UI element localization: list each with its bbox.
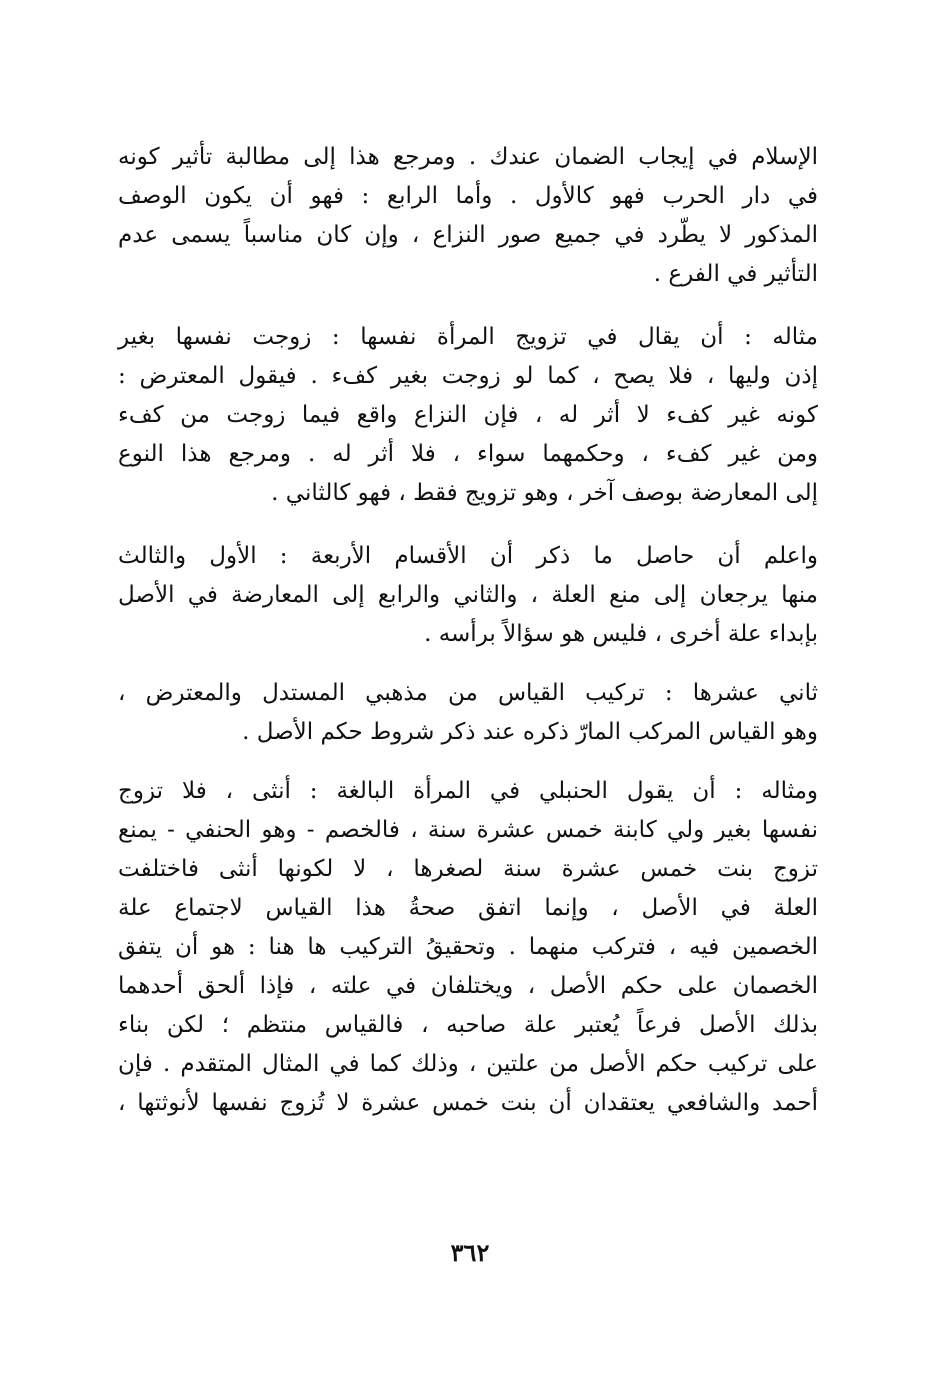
text-line: ومثاله : أن يقول الحنبلي في المرأة البالغة : أنثى ، فلا تزوج (118, 778, 818, 804)
text-line: مثاله : أن يقال في تزويج المرأة نفسها : زوجت نفسها بغير (118, 324, 818, 350)
paragraph-1 (118, 138, 818, 294)
text-line: إذن وليها ، فلا يصح ، كما لو زوجت بغير كفء . فيقول المعترض : (118, 363, 818, 389)
text-line: كونه غير كفء لا أثر له ، فإن النزاع واقع فيما زوجت من كفء (118, 402, 818, 428)
text-line: ومن غير كفء ، وحكمهما سواء ، فلا أثر له . ومرجع هذا النوع (118, 441, 818, 467)
page-body (118, 138, 818, 1123)
text-line: بذلك الأصل فرعاً يُعتبر علة صاحبه ، فالقياس منتظم ؛ لكن بناء (118, 1012, 818, 1038)
text-line: ثاني عشرها : تركيب القياس من مذهبي المستدل والمعترض ، (118, 680, 818, 706)
paragraph-5 (118, 772, 818, 1123)
text-line: وهو القياس المركب المارّ ذكره عند ذكر شروط حكم الأصل . (242, 719, 818, 745)
paragraph-3 (118, 537, 818, 654)
paragraph-2 (118, 318, 818, 513)
text-line: الخصمين فيه ، فتركب منهما . وتحقيقُ التركيب ها هنا : هو أن يتفق (118, 934, 818, 960)
paragraph-4 (118, 674, 818, 752)
text-line: المذكور لا يطّرد في جميع صور النزاع ، وإن كان مناسباً يسمى عدم (118, 222, 818, 248)
text-line: الخصمان على حكم الأصل ، ويختلفان في علته ، فإذا ألحق أحدهما (118, 973, 818, 999)
text-line: في دار الحرب فهو كالأول . وأما الرابع : فهو أن يكون الوصف (118, 183, 818, 209)
text-line: العلة في الأصل ، وإنما اتفق صحةُ هذا القياس لاجتماع علة (118, 895, 818, 921)
text-line: واعلم أن حاصل ما ذكر أن الأقسام الأربعة : الأول والثالث (118, 543, 818, 569)
text-line: التأثير في الفرع . (653, 261, 818, 287)
text-line: نفسها بغير ولي كابنة خمس عشرة سنة ، فالخصم - وهو الحنفي - يمنع (118, 817, 818, 843)
page-number: ٣٦٢ (450, 1238, 490, 1267)
text-line: تزوج بنت خمس عشرة سنة لصغرها ، لا لكونها أنثى فاختلفت (118, 856, 818, 882)
text-line: بإبداء علة أخرى ، فليس هو سؤالاً برأسه . (424, 621, 818, 647)
text-line: منها يرجعان إلى منع العلة ، والثاني والرابع إلى المعارضة في الأصل (118, 582, 818, 608)
text-line: إلى المعارضة بوصف آخر ، وهو تزويج فقط ، فهو كالثاني . (271, 480, 818, 506)
text-line: على تركيب حكم الأصل من علتين ، وذلك كما في المثال المتقدم . فإن (118, 1051, 818, 1077)
text-line: الإسلام في إيجاب الضمان عندك . ومرجع هذا إلى مطالبة تأثير كونه (118, 144, 818, 170)
text-line: أحمد والشافعي يعتقدان أن بنت خمس عشرة لا تُزوج نفسها لأنوثتها ، (118, 1090, 818, 1116)
